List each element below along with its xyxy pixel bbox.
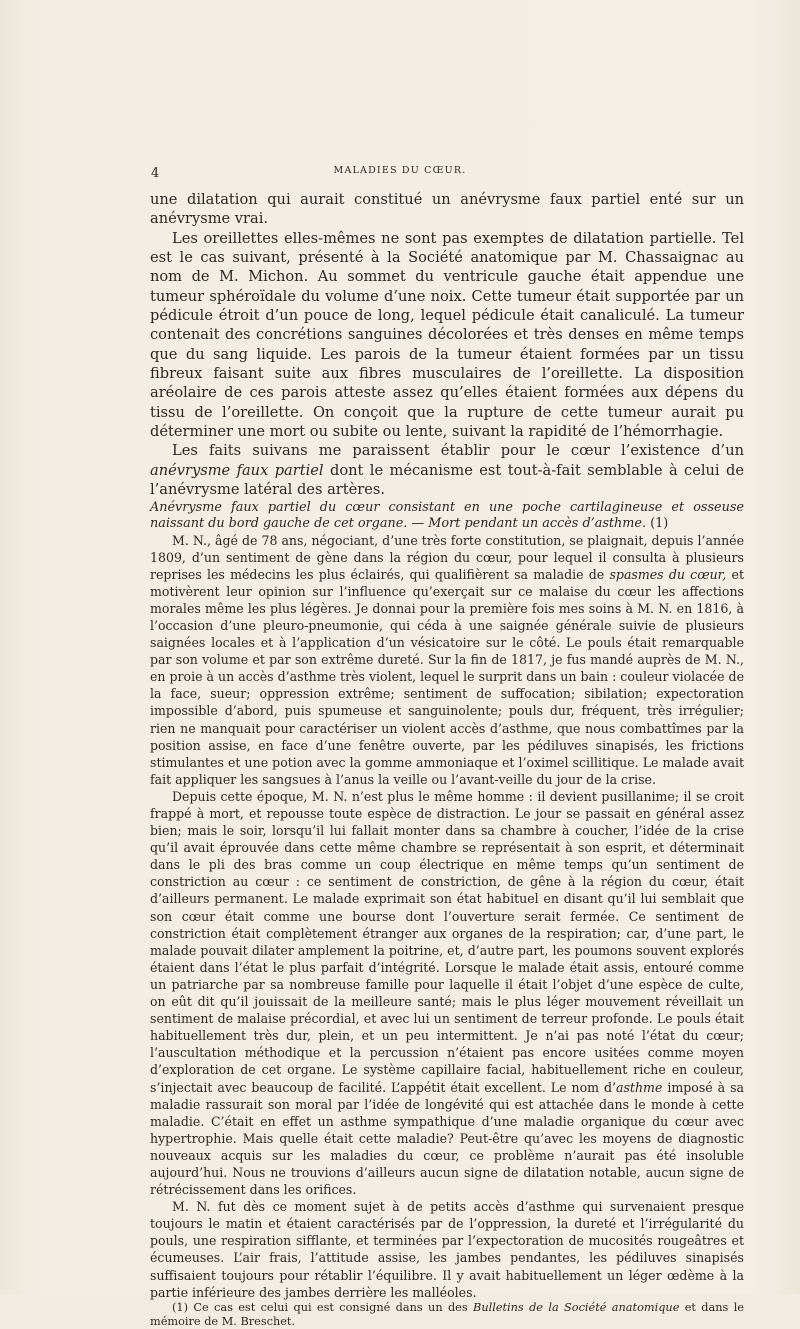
- text-run: Depuis cette époque, M. N. n’est plus le même homme : il devient pusillanime; il se croit frappé à mort, et repousse toute espèce de distraction. Le jour se passait en général assez bien; mais le soir, lorsqu’il lui fallait monter dans sa chambre à coucher, l’idée de la crise qu’il avait éprouvée dans cette même chambre se représentait à son esprit, et déterminait dans le pli des bras comme un coup électrique en même temps qu’un sentiment de constriction au cœur : ce sentiment de constriction, de gêne à la région du cœur, était d’ailleurs permanent. Le malade exprimait son état habituel en disant qu’il lui semblait que son cœur était comme une bourse dont l’ouverture serait fermée. Ce sentiment de constriction était complètement étranger aux organes de la respiration; car, d’une part, le malade pouvait dilater amplement la poitrine, et, d’autre part, les poumons souvent explorés étaient dans l’état le plus parfait d’intégrité. Lorsque le malade était assis, entouré comme un patriarche par sa nombreuse famille pour laquelle il était l’objet d’une espèce de culte, on eût dit qu’il jouissait de la meilleure santé; mais le plus léger mouvement réveillait un sentiment de malaise précordial, et avec lui un sentiment de terreur profonde. Le pouls était habituellement très dur, plein, et un peu intermittent. Je n’ai pas noté l’état du cœur; l’auscultation méthodique et la percussion n’étaient pas encore usitées comme moyen d’exploration de cet organe. Le système capillaire facial, habituellement riche en couleur, s’injectait avec beaucoup de facilité. L’appétit était excellent. Le nom d’: [150, 788, 744, 1095]
- paragraph-transition: [150, 441, 744, 499]
- text-run: M. N., âgé de 78 ans, négociant, d’une très forte constitution, se plaignait, depuis l’année 1809, d’un sentiment de gène dans la région du cœur, pour lequel il consulta à plusieurs reprises les médecins les plus éclairés, qui qualifièrent sa maladie de: [150, 532, 744, 582]
- footnote: [150, 1301, 744, 1329]
- text-run: dont le mécanisme est tout-à-fait semblable à celui de l’anévrysme latéral des artères.: [150, 461, 744, 499]
- italic-term: spasmes du cœur,: [609, 566, 727, 582]
- text-run: Les faits suivans me paraissent établir pour le cœur l’existence d’un: [172, 442, 744, 460]
- case-paragraph-1: [150, 532, 744, 788]
- italic-term: anévrysme faux partiel: [150, 461, 324, 479]
- case-heading: [150, 500, 744, 532]
- text-run: imposé à sa maladie rassurait son moral par l’idée de longévité qui est attachée dans le monde à cette maladie. C’était en effet un asthme sympathique d’une maladie organique du cœur avec hypertrophie. Mais quelle était cette maladie? Peut-être qu’avec les moyens de diagnostic nouveaux acquis sur les maladies du cœur, ce problème n’aurait pas été insoluble aujourd’hui. Nous ne trouvions d’ailleurs aucun signe de dilatation notable, aucun signe de rétrécissement dans les orifices.: [150, 1079, 744, 1198]
- case-paragraph-3: M. N. fut dès ce moment sujet à de petits accès d’asthme qui survenaient presque toujours le matin et étaient caractérisés par de l’oppression, la dureté et l’irrégularité du pouls, une respiration sifflante, et terminées par l’expectoration de mucosités rougeâtres et écumeuses. L’air frais, l’attitude assise, les jambes pendantes, les pédiluves sinapisés suffisaient toujours pour rétablir l’équilibre. Il y avait habituellement un léger œdème à la partie inférieure des jambes derrière les malléoles.: [150, 1199, 744, 1300]
- page-text: [150, 190, 744, 1329]
- paragraph-continuation: une dilatation qui aurait constitué un anévrysme faux partiel enté sur un anévrysme vrai.: [150, 191, 744, 228]
- text-run: et motivèrent leur opinion sur l’influence qu’exerçait sur ce malaise du cœur les affections morales même les plus légères. Je donnai pour la première fois mes soins à M. N. en 1816, à l’occasion d’une pleuro-pneumonie, qui céda à une saignée générale suivie de plusieurs saignées locales et à l’application d’un vésicatoire sur le côté. Le pouls était remarquable par son volume et par son extrême dureté. Sur la fin de 1817, je fus mandé auprès de M. N., en proie à un accès d’asthme très violent, lequel le surprit dans un bain : couleur violacée de la face, sueur; oppression extrême; sentiment de suffocation; sibilation; expectoration impossible d’abord, puis spumeuse et sanguinolente; pouls dur, fréquent, très irrégulier; rien ne manquait pour caractériser un violent accès d’asthme, que nous combattîmes par la position assise, en face d’une fenêtre ouverte, par les pédiluves sinapisés, les frictions stimulantes et une potion avec la gomme ammoniaque et l’oximel scillitique. Le malade avait fait appliquer les sangsues à l’anus la veille ou l’avant-veille du jour de la crise.: [150, 566, 744, 787]
- case-paragraph-2: [150, 788, 744, 1198]
- page-number: 4: [151, 166, 160, 181]
- case-title: Anévrysme faux partiel du cœur consistant en une poche cartilagineuse et osseuse naissant du bord gauche de cet organe. — Mort pendant un accès d’asthme.: [150, 499, 744, 531]
- running-head: MALADIES DU CŒUR.: [333, 165, 467, 176]
- text-run: (1) Ce cas est celui qui est consigné dans un des: [172, 1300, 474, 1314]
- italic-title: Bulletins de la Société anatomique: [473, 1300, 680, 1314]
- italic-term: asthme: [616, 1079, 663, 1095]
- paragraph-atrial-dilatation: Les oreillettes elles-mêmes ne sont pas exemptes de dilatation partielle. Tel est le cas suivant, présenté à la Société anatomique par M. Chassaignac au nom de M. Michon. Au sommet du ventricule gauche était appendue une tumeur sphéroïdale du volume d’une noix. Cette tumeur était supportée par un pédicule étroit d’un pouce de long, lequel pédicule était canaliculé. La tumeur contenait des concrétions sanguines décolorées et très denses en même temps que du sang liquide. Les parois de la tumeur étaient formées par un tissu fibreux faisant suite aux fibres musculaires de l’oreillette. La disposition aréolaire de ces parois atteste assez qu’elles étaient formées aux dépens du tissu de l’oreillette. On conçoit que la rupture de cette tumeur aurait pu déterminer une mort ou subite ou lente, suivant la rapidité de l’hémorrhagie.: [150, 229, 744, 441]
- footnote-reference: (1): [650, 515, 669, 531]
- text-run: et dans le mémoire de M. Breschet.: [150, 1300, 744, 1328]
